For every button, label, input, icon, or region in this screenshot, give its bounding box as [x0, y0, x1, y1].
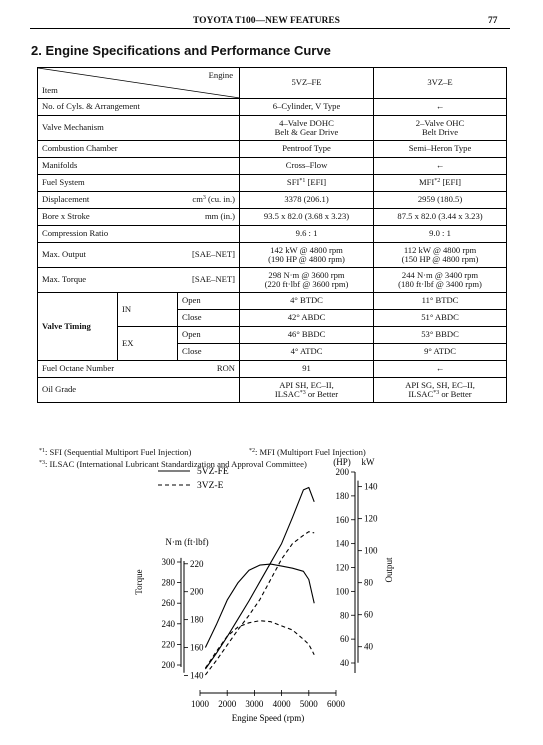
- header-title: TOYOTA T100—NEW FEATURES: [193, 16, 340, 26]
- series-line-torque_nm-5vzfe: [205, 564, 314, 647]
- cell-5vzfe: 93.5 x 82.0 (3.68 x 3.23): [240, 209, 374, 226]
- table-row: [38, 209, 507, 226]
- cell-3vze: 244 N·m @ 3400 rpm (180 ft·lbf @ 3400 rpm): [374, 268, 507, 293]
- hp-tick-label: 160: [335, 514, 349, 525]
- series-line-output_hp-3vze: [205, 532, 314, 675]
- valve-timing-label: Valve Timing: [38, 293, 118, 361]
- cell-3vze: ←: [374, 99, 507, 116]
- row-label: Manifolds: [38, 158, 240, 175]
- row-label: Fuel Octane Number RON: [38, 361, 240, 378]
- item-label: Item: [42, 84, 58, 95]
- cell-3vze: 51° ABDC: [374, 310, 507, 327]
- legend-label: 5VZ-FE: [197, 467, 229, 477]
- table-row: [38, 243, 507, 268]
- table-row: [38, 116, 507, 141]
- x-tick-label: 4000: [272, 699, 291, 709]
- section-title: 2. Engine Specifications and Performance Curve: [31, 43, 331, 58]
- row-label: Displacement $cm^3$ (cu. in.): [38, 192, 240, 209]
- kw-unit-label: kW: [361, 457, 375, 467]
- footnote-row: $^{*1}$: SFI (Sequential Multiport Fuel Injection) $^{*2}$: MFI (Multiport Fuel Injection): [39, 447, 366, 457]
- row-label: Bore x Stroke mm (in.): [38, 209, 240, 226]
- x-axis-label: Engine Speed (rpm): [231, 713, 305, 723]
- kw-tick-label: 60: [364, 609, 373, 620]
- sub-label: Open: [178, 293, 240, 310]
- x-tick-label: 3000: [245, 699, 264, 709]
- cell-5vzfe: 42° ABDC: [240, 310, 374, 327]
- chart-axes: [177, 472, 362, 696]
- nm-tick-label: 200: [161, 660, 175, 670]
- row-label: Oil Grade: [38, 378, 240, 403]
- hp-tick-label: 60: [340, 634, 349, 645]
- cell-3vze: ←: [374, 361, 507, 378]
- cell-3vze: ←: [374, 158, 507, 175]
- cell-5vzfe: 3378 (206.1): [240, 192, 374, 209]
- cell-5vzfe: Pentroof Type: [240, 141, 374, 158]
- kw-tick-label: 140: [364, 481, 378, 492]
- cell-3vze: Semi–Heron Type: [374, 141, 507, 158]
- table-row: [38, 361, 507, 378]
- ftlbf-tick-label: 220: [190, 558, 204, 569]
- sub-label: Close: [178, 344, 240, 361]
- hp-unit-label: (HP): [333, 457, 351, 467]
- table-row: [38, 378, 507, 403]
- cell-5vzfe: 142 kW @ 4800 rpm (190 HP @ 4800 rpm): [240, 243, 374, 268]
- table-row: [38, 99, 507, 116]
- ftlbf-tick-label: 140: [190, 670, 204, 681]
- ftlbf-tick-label: 160: [190, 642, 204, 653]
- spec-table: [37, 67, 507, 403]
- table-header-row: [38, 68, 507, 99]
- table-row: [38, 158, 507, 175]
- header-rule: [30, 28, 510, 29]
- x-tick-label: 5000: [299, 699, 318, 709]
- sub-label: Close: [178, 310, 240, 327]
- cell-5vzfe: Cross–Flow: [240, 158, 374, 175]
- cell-5vzfe: 298 N·m @ 3600 rpm (220 ft·lbf @ 3600 rpm): [240, 268, 374, 293]
- cell-5vzfe: SFI$^{*1}$ [EFI]: [240, 175, 374, 192]
- nm-tick-label: 240: [161, 618, 175, 629]
- hp-tick-label: 40: [340, 658, 349, 668]
- torque-axis-label: Torque: [134, 569, 144, 595]
- cell-3vze: 87.5 x 82.0 (3.44 x 3.23): [374, 209, 507, 226]
- table-row: [38, 293, 507, 310]
- kw-tick-label: 120: [364, 513, 378, 524]
- kw-tick-label: 40: [364, 641, 373, 652]
- engine-item-cell: [38, 68, 240, 99]
- table-row: [38, 226, 507, 243]
- x-tick-label: 1000: [191, 699, 209, 709]
- torque-unit-label: N·m (ft·lbf): [165, 537, 209, 547]
- engine-label: Engine: [208, 70, 234, 80]
- cell-5vzfe: 9.6 : 1: [240, 226, 374, 243]
- hp-tick-label: 200: [335, 467, 349, 477]
- ex-label: EX: [118, 327, 178, 361]
- table-row: [38, 268, 507, 293]
- cell-3vze: MFI$^{*2}$ [EFI]: [374, 175, 507, 192]
- cell-3vze: API SG, SH, EC–II, ILSAC$^{*3}$ or Better: [374, 378, 507, 403]
- sub-label: Open: [178, 327, 240, 344]
- row-label: Fuel System: [38, 175, 240, 192]
- nm-tick-label: 280: [161, 577, 175, 588]
- cell-5vzfe: 4–Valve DOHC Belt & Gear Drive: [240, 116, 374, 141]
- performance-chart: [0, 455, 543, 745]
- row-label: Max. Output [SAE–NET]: [38, 243, 240, 268]
- table-row: [38, 141, 507, 158]
- series-line-torque_nm-3vze: [205, 621, 314, 668]
- hp-tick-label: 140: [335, 538, 349, 549]
- cell-5vzfe: 91: [240, 361, 374, 378]
- cell-3vze: 11° BTDC: [374, 293, 507, 310]
- col-header-3vze: 3VZ–E: [374, 68, 507, 99]
- row-label: Valve Mechanism: [38, 116, 240, 141]
- footnote-row: $^{*3}$: ILSAC (International Lubricant Standardization and Approval Committee): [39, 459, 307, 469]
- page-number: 77: [488, 16, 498, 26]
- x-tick-label: 6000: [327, 699, 345, 709]
- table-row: [38, 192, 507, 209]
- hp-tick-label: 100: [335, 586, 349, 597]
- cell-5vzfe: API SH, EC–II, ILSAC$^{*3}$ or Better: [240, 378, 374, 403]
- kw-tick-label: 100: [364, 545, 378, 556]
- x-tick-label: 2000: [218, 699, 237, 709]
- hp-tick-label: 180: [335, 490, 349, 501]
- cell-5vzfe: 46° BBDC: [240, 327, 374, 344]
- cell-3vze: 9.0 : 1: [374, 226, 507, 243]
- row-label: Compression Ratio: [38, 226, 240, 243]
- cell-5vzfe: 4° BTDC: [240, 293, 374, 310]
- series-line-output_hp-5vzfe: [205, 488, 314, 670]
- nm-tick-label: 260: [161, 598, 175, 609]
- row-label: Combustion Chamber: [38, 141, 240, 158]
- hp-tick-label: 120: [335, 562, 349, 573]
- table-row: [38, 175, 507, 192]
- cell-5vzfe: 4° ATDC: [240, 344, 374, 361]
- ftlbf-tick-label: 180: [190, 614, 204, 625]
- nm-tick-label: 220: [161, 639, 175, 650]
- hp-tick-label: 80: [340, 610, 349, 621]
- cell-3vze: 112 kW @ 4800 rpm (150 HP @ 4800 rpm): [374, 243, 507, 268]
- in-label: IN: [118, 293, 178, 327]
- ftlbf-tick-label: 200: [190, 586, 204, 597]
- kw-tick-label: 80: [364, 577, 373, 588]
- row-label: Max. Torque [SAE–NET]: [38, 268, 240, 293]
- legend-label: 3VZ-E: [197, 481, 224, 491]
- col-header-5vzfe: 5VZ–FE: [240, 68, 374, 99]
- nm-tick-label: 300: [161, 557, 175, 567]
- cell-3vze: 2–Valve OHC Belt Drive: [374, 116, 507, 141]
- row-label: No. of Cyls. & Arrangement: [38, 99, 240, 116]
- cell-3vze: 9° ATDC: [374, 344, 507, 361]
- output-axis-label: Output: [384, 557, 394, 583]
- cell-3vze: 2959 (180.5): [374, 192, 507, 209]
- cell-5vzfe: 6–Cylinder, V Type: [240, 99, 374, 116]
- cell-3vze: 53° BBDC: [374, 327, 507, 344]
